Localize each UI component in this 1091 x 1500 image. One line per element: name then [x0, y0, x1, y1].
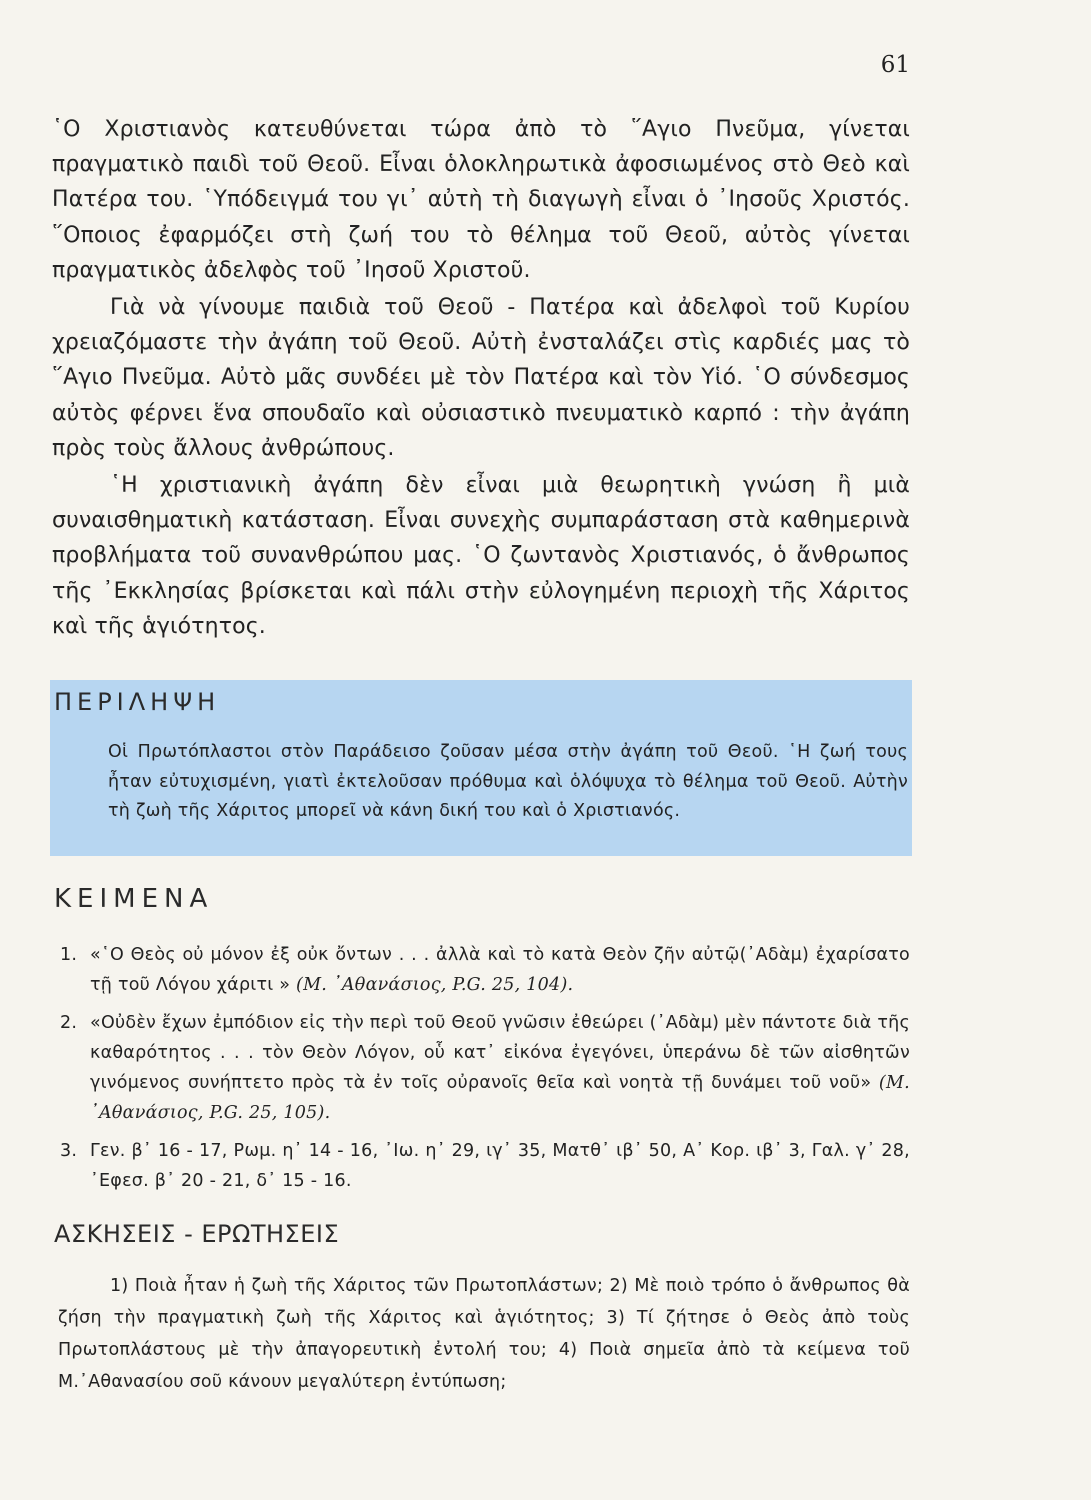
- exercises-text: 1) Ποιὰ ἦταν ἡ ζωὴ τῆς Χάριτος τῶν Πρωτοπλάστων; 2) Μὲ ποιὸ τρόπο ὁ ἄνθρωπος θὰ ζήση τὴν πραγματικὴ ζωὴ τῆς Χάριτος καὶ ἁγιότητος; 3) Τί ζήτησε ὁ Θεὸς ἀπὸ τοὺς Πρωτοπλάστους μὲ τὴν ἀπαγορευτικὴ ἐντολή του; 4) Ποιὰ σημεῖα ἀπὸ τὰ κείμενα τοῦ Μ.᾽Αθανασίου σοῦ κάνουν μεγαλύτερη ἐντύπωση;: [58, 1276, 910, 1392]
- quote-text: «῾Ο Θεὸς οὐ μόνον ἐξ οὐκ ὄντων . . . ἀλλὰ καὶ τὸ κατὰ Θεὸν ζῆν αὐτῷ(᾽Αδὰμ) ἐχαρίσατο τῇ τοῦ Λόγου χάριτι »: [90, 945, 910, 995]
- list-item: [52, 1136, 910, 1196]
- quote-text: «Οὐδὲν ἔχων ἐμπόδιον εἰς τὴν περὶ τοῦ Θεοῦ γνῶσιν ἐθεώρει (᾽Αδὰμ) μὲν πάντοτε διὰ τῆς καθαρότητος . . . τὸν Θεὸν Λόγον, οὗ κατ᾽ εἰκόνα ἐγεγόνει, ὑπεράνω δὲ τῶν αἰσθητῶν γινόμενος συνήπτετο πρὸς τὰ ἐν τοῖς οὐρανοῖς θεῖα καὶ νοητὰ τῇ δυνάμει τοῦ νοῦ»: [90, 1013, 910, 1093]
- item-number: 3.: [60, 1141, 78, 1161]
- page-number: 61: [880, 52, 910, 78]
- paragraph: Γιὰ νὰ γίνουμε παιδιὰ τοῦ Θεοῦ - Πατέρα καὶ ἀδελφοὶ τοῦ Κυρίου χρειαζόμαστε τὴν ἀγάπη τοῦ Θεοῦ. Αὐτὴ ἐνσταλάζει στὶς καρδιές μας τὸ ῞Αγιο Πνεῦμα. Αὐτὸ μᾶς συνδέει μὲ τὸν Πατέρα καὶ τὸν Υἱό. ῾Ο σύνδεσμος αὐτὸς φέρνει ἕνα σπουδαῖο καὶ οὐσιαστικὸ πνευματικὸ καρπό : τὴν ἀγάπη πρὸς τοὺς ἄλλους ἀνθρώπους.: [52, 295, 910, 461]
- list-item: [52, 1008, 910, 1128]
- exercises-heading: ΑΣΚΗΣΕΙΣ - ΕΡΩΤΗΣΕΙΣ: [54, 1220, 340, 1248]
- paragraph: ῾Η χριστιανικὴ ἀγάπη δὲν εἶναι μιὰ θεωρητικὴ γνώση ἢ μιὰ συναισθηματικὴ κατάσταση. Εἶναι συνεχὴς συμπαράσταση στὰ καθημερινὰ προβλήματα τοῦ συνανθρώπου μας. ῾Ο ζωντανὸς Χριστιανός, ὁ ἄνθρωπος τῆς ᾽Εκκλησίας βρίσκεται καὶ πάλι στὴν εὐλογημένη περιοχὴ τῆς Χάριτος καὶ τῆς ἁγιότητος.: [52, 473, 910, 639]
- citation: (Μ. ᾽Αθανάσιος, P.G. 25, 105).: [90, 1073, 910, 1123]
- paragraph: ῾Ο Χριστιανὸς κατευθύνεται τώρα ἀπὸ τὸ ῞Αγιο Πνεῦμα, γίνεται πραγματικὸ παιδὶ τοῦ Θεοῦ. Εἶναι ὁλοκληρωτικὰ ἀφοσιωμένος στὸ Θεὸ καὶ Πατέρα του. ῾Υπόδειγμά του γι᾽ αὐτὴ τὴ διαγωγὴ εἶναι ὁ ᾽Ιησοῦς Χριστός. ῞Οποιος ἐφαρμόζει στὴ ζωή του τὸ θέλημα τοῦ Θεοῦ, αὐτὸς γίνεται πραγματικὸς ἀδελφὸς τοῦ ᾽Ιησοῦ Χριστοῦ.: [52, 117, 910, 283]
- texts-heading: ΚΕΙΜΕΝΑ: [54, 884, 214, 914]
- list-item: [52, 940, 910, 1000]
- citation: (Μ. ᾽Αθανάσιος, P.G. 25, 104).: [296, 975, 574, 995]
- texts-list: [52, 940, 910, 1204]
- summary-text: Οἱ Πρωτόπλαστοι στὸν Παράδεισο ζοῦσαν μέσα στὴν ἀγάπη τοῦ Θεοῦ. ῾Η ζωή τους ἦταν εὐτυχισμένη, γιατὶ ἐκτελοῦσαν πρόθυμα καὶ ὁλόψυχα τὸ θέλημα τοῦ Θεοῦ. Αὐτὴν τὴ ζωὴ τῆς Χάριτος μπορεῖ νὰ κάνη δική του καὶ ὁ Χριστιανός.: [108, 742, 908, 821]
- item-number: 1.: [60, 945, 78, 965]
- reference-text: Γεν. β᾽ 16 - 17, Ρωμ. η᾽ 14 - 16, ᾽Ιω. η᾽ 29, ιγ᾽ 35, Ματθ᾽ ιβ᾽ 50, Α᾽ Κορ. ιβ᾽ 3, Γαλ. γ᾽ 28, ᾽Εφεσ. β᾽ 20 - 21, δ᾽ 15 - 16.: [90, 1141, 910, 1191]
- main-text: [52, 112, 910, 646]
- item-number: 2.: [60, 1013, 78, 1033]
- summary-heading: ΠΕΡΙΛΗΨΗ: [54, 688, 221, 716]
